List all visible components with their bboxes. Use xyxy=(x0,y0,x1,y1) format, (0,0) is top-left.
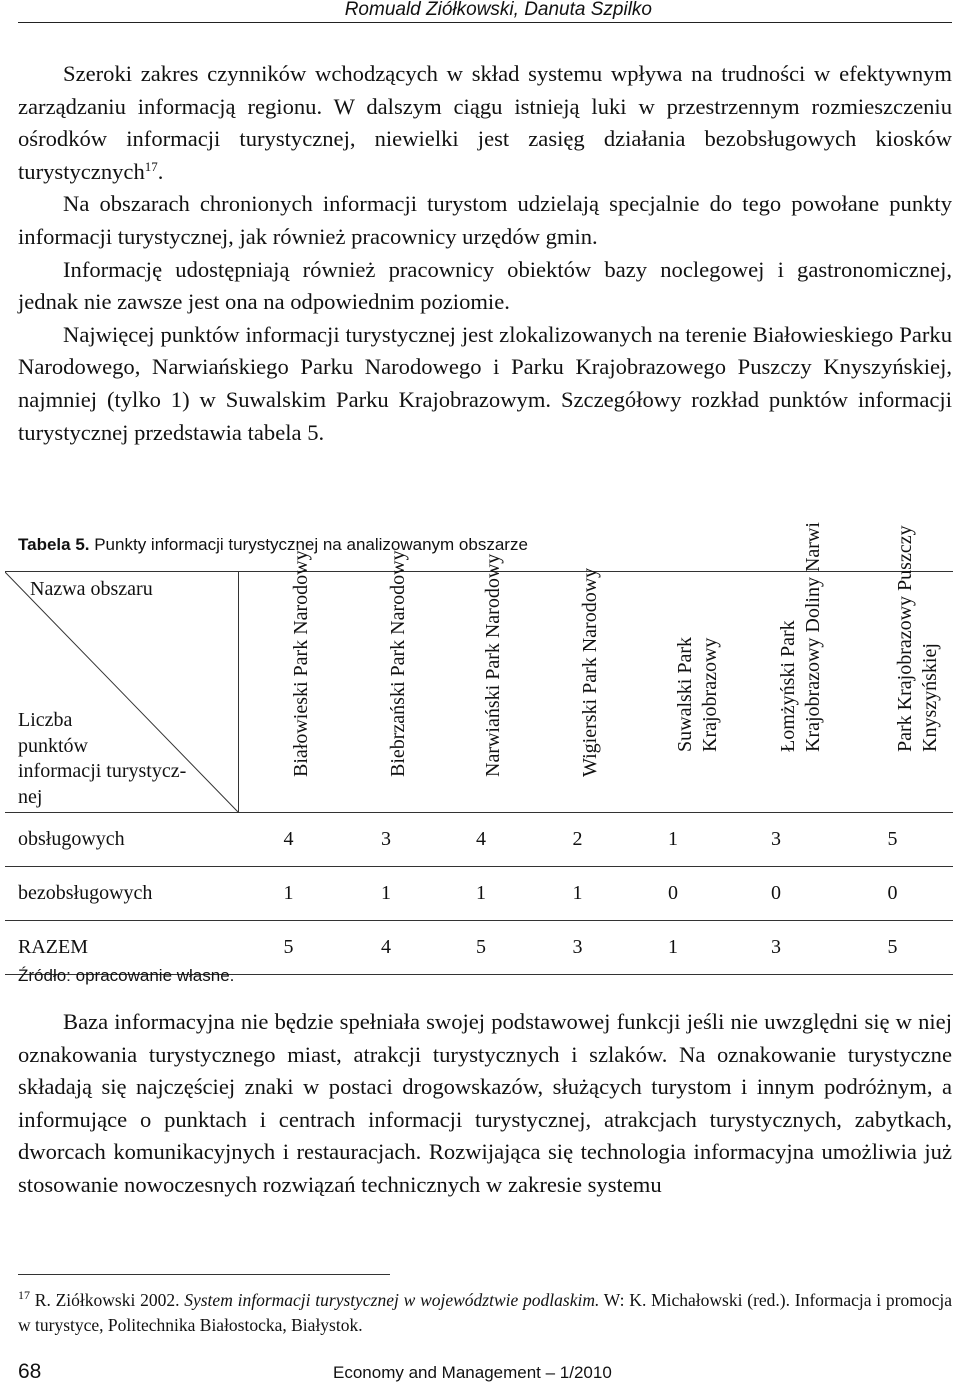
paragraph: Na obszarach chronionych informacji turystom udzielają specjalnie do tego powołane punkty informacji turystycznej, jak również pracownicy urzędów gmin. xyxy=(18,191,952,249)
running-header xyxy=(18,0,952,22)
table-cell: 1 xyxy=(238,867,339,921)
table-cell: 3 xyxy=(529,921,626,975)
table-row xyxy=(5,867,953,921)
paragraph: Baza informacyjna nie będzie spełniała swojej podstawowej funkcji jeśli nie uwzględni się w niej oznakowania turystycznego miast, atrakcji turystycznych i szlaków. Na oznakowanie turystyczne składają się najczęściej znaki w postaci drogowskazów, służących turystom i innym podróżnym, a informujące o punktach i centrach informacji turystycznej, atrakcjach turystycznych, zabytkach, dworcach komunikacyjnych i restauracjach. Rozwijająca się technologia informacyjna umożliwia już stosowanie nowoczesnych rozwiązań technicznych w zakresie systemu xyxy=(18,1009,952,1197)
table-cell: 5 xyxy=(433,921,529,975)
header-authors: Romuald Ziółkowski, Danuta Szpilko xyxy=(344,0,652,20)
table-source: Źródło: opracowanie własne. xyxy=(18,966,235,985)
column-header: Białowieski Park Narodowy xyxy=(238,572,339,813)
footnote-number: 17 xyxy=(18,1288,30,1302)
table-cell: 3 xyxy=(720,921,832,975)
table-cell: 1 xyxy=(529,867,626,921)
row-label: RAZEM xyxy=(5,921,238,975)
column-header: Suwalski Park Krajobrazowy xyxy=(626,572,720,813)
table-cell: 3 xyxy=(720,813,832,867)
table-row xyxy=(5,813,953,867)
column-header: Narwiański Park Narodowy xyxy=(433,572,529,813)
after-text xyxy=(18,1006,952,1202)
paragraph: Informację udostępniają również pracownicy obiektów bazy noclegowej i gastronomicznej, jednak nie zawsze jest ona na odpowiednim poziomie. xyxy=(18,256,952,315)
table-cell: 4 xyxy=(339,921,433,975)
table-cell: 1 xyxy=(626,813,720,867)
intro-text xyxy=(18,58,952,449)
table-cell: 0 xyxy=(832,867,953,921)
table-cell: 5 xyxy=(832,813,953,867)
table-caption: Tabela 5. Punkty informacji turystycznej na analizowanym obszarze xyxy=(18,535,528,554)
journal-name: Economy and Management – 1/2010 xyxy=(333,1363,612,1382)
corner-label-area: Nazwa obszaru xyxy=(30,578,153,600)
column-header: Park Krajobrazowy Puszczy Knyszyńskiej xyxy=(832,572,953,813)
footnote-ref[interactable]: 17 xyxy=(144,158,158,174)
row-label: obsługowych xyxy=(5,813,238,867)
column-header: Wigierski Park Narodowy xyxy=(529,572,626,813)
table-cell: 5 xyxy=(832,921,953,975)
paragraph: Szeroki zakres czynników wchodzących w skład systemu wpływa na trudności w efektywnym zarządzaniu informacją regionu. W dalszym ciągu istnieją luki w przestrzennym rozmieszczeniu ośrodków informacji turystycznej, niewielki jest zasięg działania bezobsługowych kiosków turystycznych$^{17}$. xyxy=(18,61,952,184)
table-cell: 1 xyxy=(339,867,433,921)
header-rule xyxy=(18,22,952,23)
table-cell: 4 xyxy=(238,813,339,867)
corner-label-count: Liczba punktów informacji turystycz- nej xyxy=(18,709,187,808)
table-cell: 1 xyxy=(433,867,529,921)
page-number: 68 xyxy=(18,1360,42,1383)
table-cell: 0 xyxy=(626,867,720,921)
footnote: $^{17}$ R. Ziółkowski 2002. System informacji turystycznej w województwie podlaskim. W: K. Michałowski (red.). Informacja i promocja w turystyce, Politechnika Białostocka, Białystok. xyxy=(18,1288,953,1335)
table-cell: 0 xyxy=(720,867,832,921)
table-cell: 3 xyxy=(339,813,433,867)
table-corner-cell xyxy=(5,572,238,813)
row-label: bezobsługowych xyxy=(5,867,238,921)
paragraph: Najwięcej punktów informacji turystycznej jest zlokalizowanych na terenie Białowieskiego Parku Narodowego, Narwiańskiego Parku Narodowego i Parku Krajobrazowego Puszczy Knyszyńskiej, najmniej (tylko 1) w Suwalskim Parku Krajobrazowym. Szczegółowy rozkład punktów informacji turystycznej przedstawia tabela 5. xyxy=(18,321,952,445)
table-cell: 4 xyxy=(433,813,529,867)
column-header: Łomżyński Park Krajobrazowy Doliny Narwi xyxy=(720,572,832,813)
footnote-rule xyxy=(18,1274,390,1275)
column-header: Biebrzański Park Narodowy xyxy=(339,572,433,813)
table-cell: 1 xyxy=(626,921,720,975)
table-cell: 5 xyxy=(238,921,339,975)
table-cell: 2 xyxy=(529,813,626,867)
